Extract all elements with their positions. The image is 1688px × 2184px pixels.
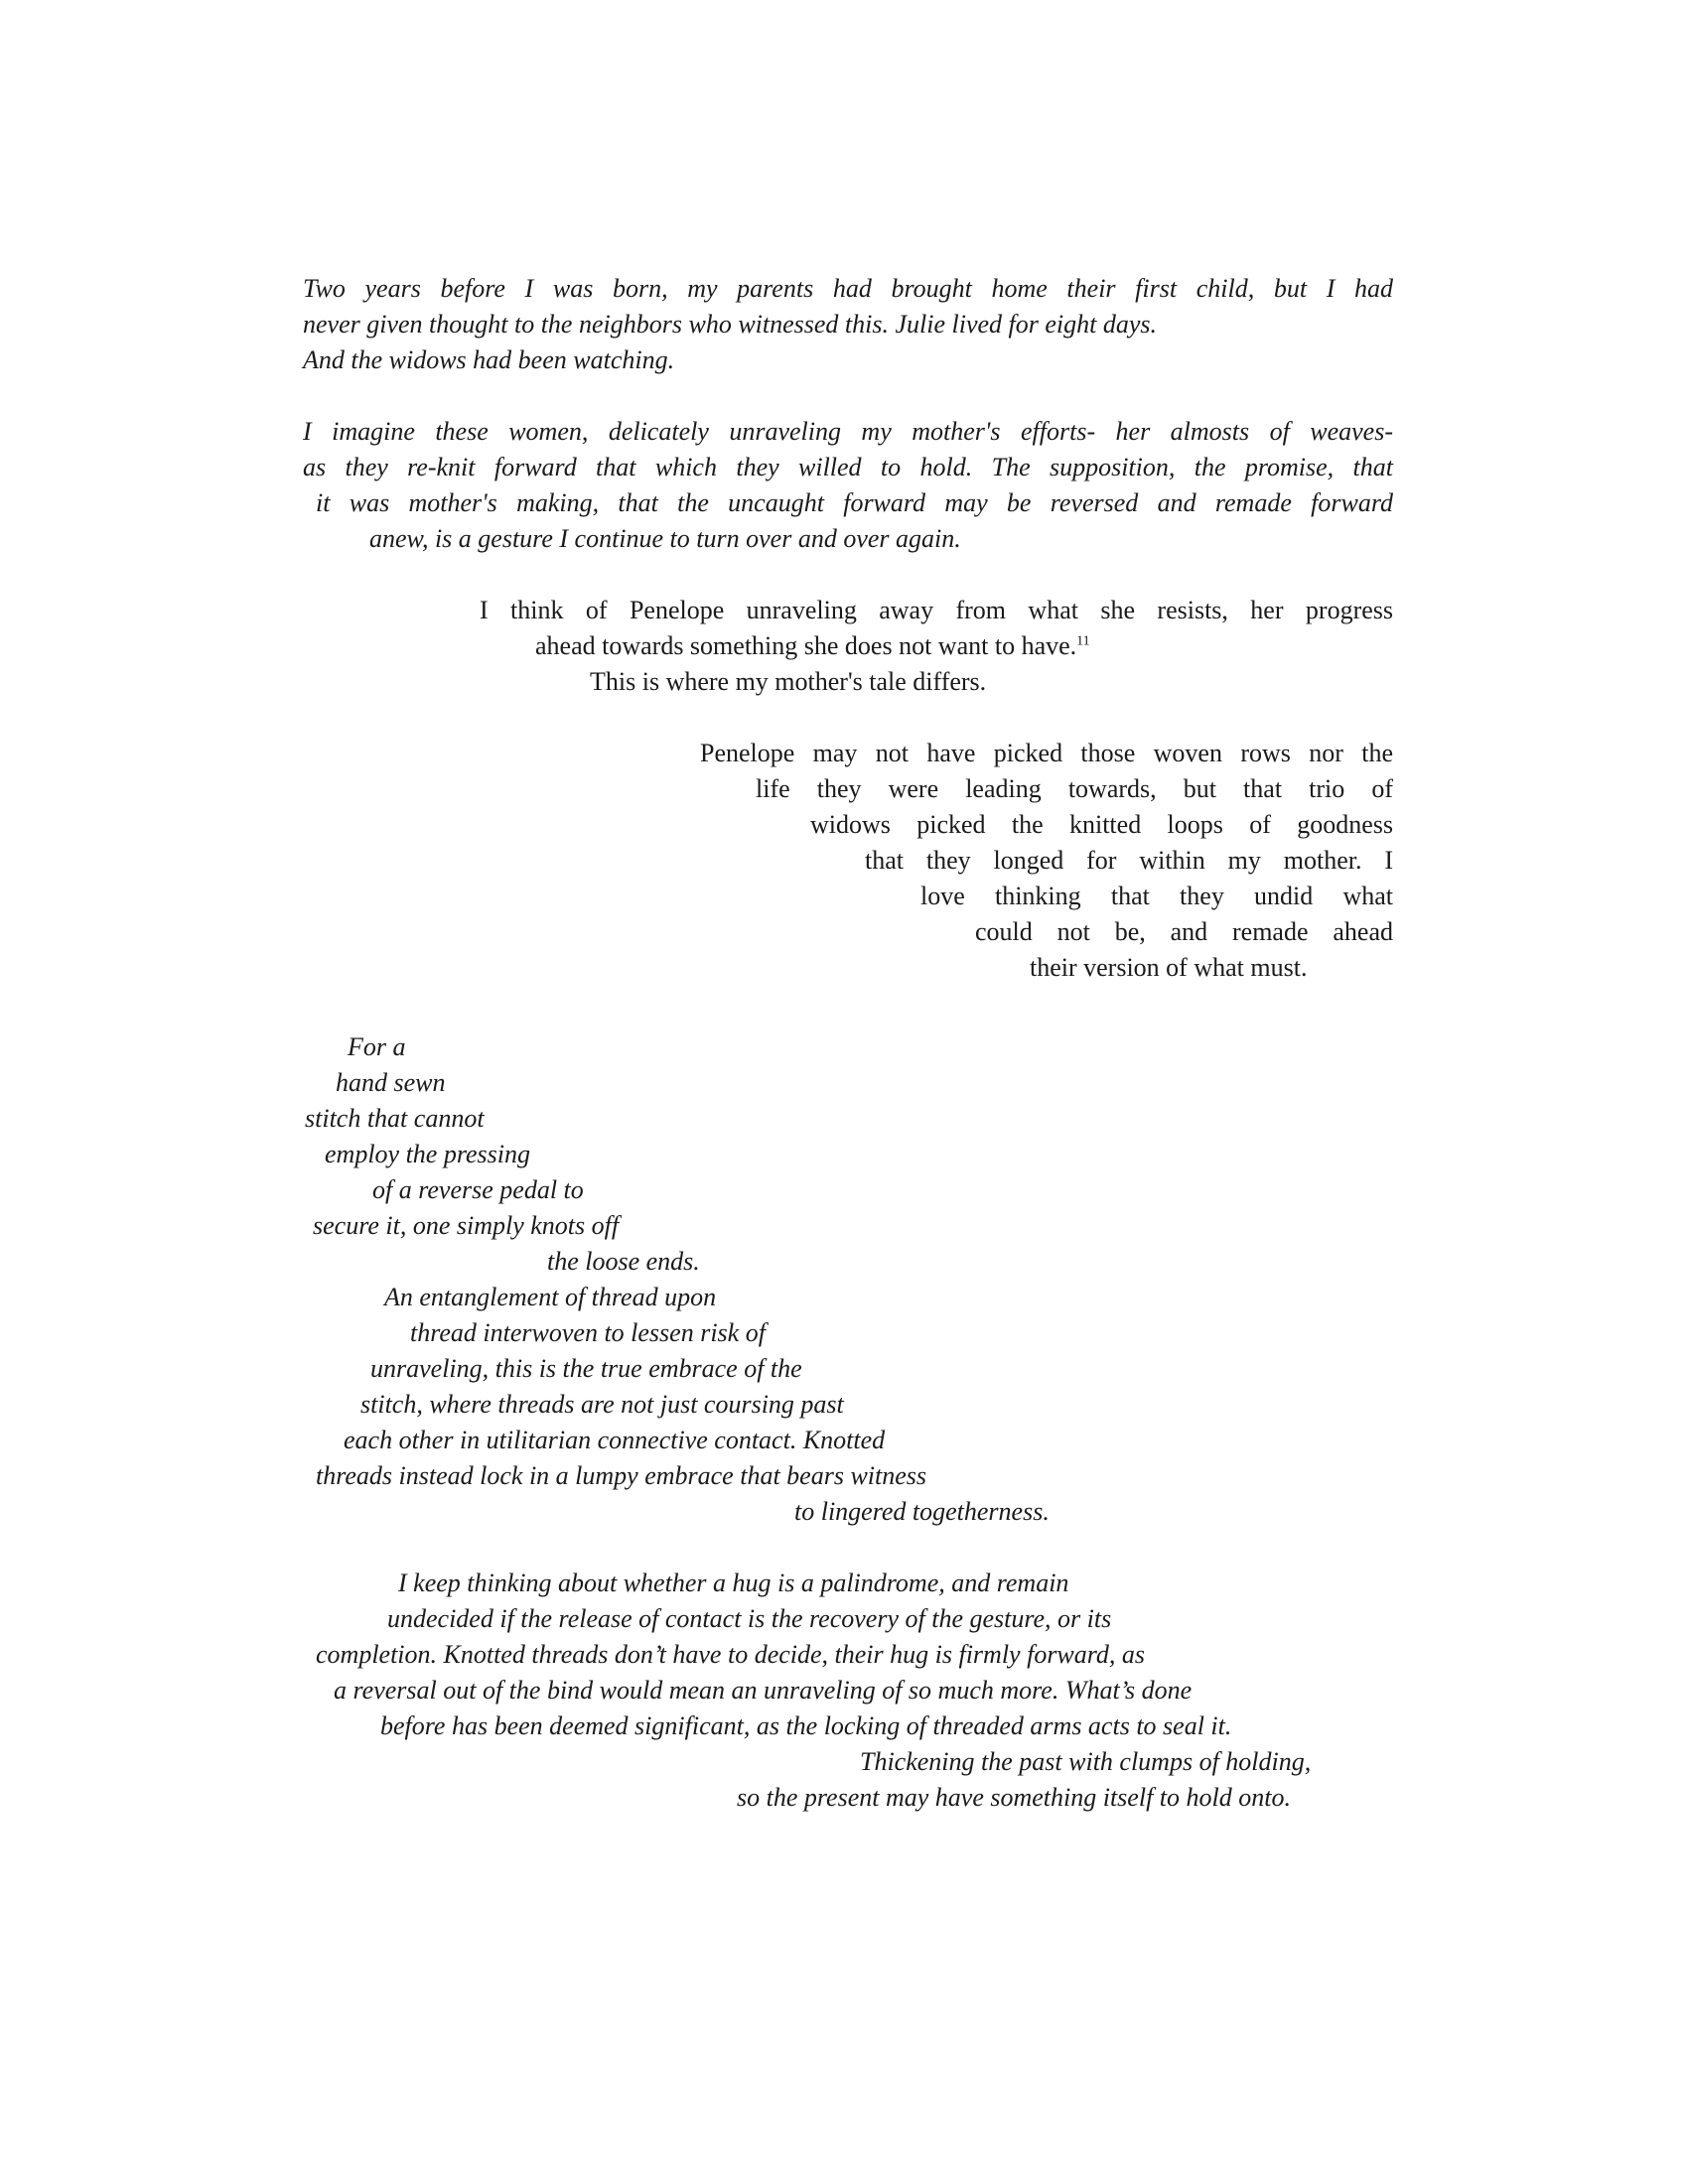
paragraph-6-line-6: Thickening the past with clumps of holding, [860, 1747, 1312, 1776]
paragraph-2-line-3: it was mother's making, that the uncaught forward may be reversed and remade forward [316, 488, 1393, 517]
paragraph-3-line-3: This is where my mother's tale differs. [590, 667, 987, 696]
paragraph-6-line-7: so the present may have something itself to hold onto. [737, 1783, 1291, 1812]
paragraph-3-line-1: I think of Penelope unraveling away from what she resists, her progress [480, 596, 1393, 624]
paragraph-5-line-2: hand sewn [336, 1068, 446, 1097]
paragraph-2-line-4: anew, is a gesture I continue to turn over and over again. [369, 524, 961, 553]
paragraph-6-line-1: I keep thinking about whether a hug is a palindrome, and remain [398, 1569, 1069, 1597]
paragraph-5-line-10: unraveling, this is the true embrace of the [370, 1354, 802, 1383]
paragraph-5-line-8: An entanglement of thread upon [384, 1283, 717, 1311]
paragraph-5-line-1: For a [348, 1032, 406, 1061]
paragraph-6-line-3: completion. Knotted threads don’t have to decide, their hug is firmly forward, as [316, 1640, 1146, 1669]
footnote-reference: 11 [1076, 633, 1090, 649]
paragraph-3-line-2 [535, 628, 1090, 664]
paragraph-5-line-14: to lingered togetherness. [794, 1497, 1050, 1526]
paragraph-4-line-6: could not be, and remade ahead [975, 917, 1393, 946]
paragraph-4-line-3: widows picked the knitted loops of goodness [810, 810, 1393, 839]
paragraph-1-line-3: And the widows had been watching. [303, 345, 675, 374]
paragraph-2-line-2: as they re-knit forward that which they willed to hold. The supposition, the promise, that [303, 453, 1393, 481]
paragraph-4-line-2: life they were leading towards, but that trio of [756, 774, 1393, 803]
paragraph-5-line-7: the loose ends. [547, 1247, 700, 1276]
paragraph-2-line-1: I imagine these women, delicately unraveling my mother's efforts- her almosts of weaves- [303, 417, 1393, 446]
paragraph-6-line-2: undecided if the release of contact is the recovery of the gesture, or its [387, 1604, 1112, 1633]
paragraph-4-line-5: love thinking that they undid what [920, 882, 1393, 910]
paragraph-4-line-1: Penelope may not have picked those woven rows nor the [700, 739, 1393, 767]
paragraph-5-line-9: thread interwoven to lessen risk of [410, 1318, 766, 1347]
paragraph-5-line-13: threads instead lock in a lumpy embrace that bears witness [316, 1461, 927, 1490]
paragraph-5-line-11: stitch, where threads are not just coursing past [360, 1390, 844, 1419]
paragraph-6-line-5: before has been deemed significant, as the locking of threaded arms acts to seal it. [380, 1711, 1232, 1740]
paragraph-5-line-3: stitch that cannot [305, 1104, 485, 1133]
paragraph-6-line-4: a reversal out of the bind would mean an unraveling of so much more. What’s done [334, 1676, 1193, 1705]
paragraph-5-line-4: employ the pressing [325, 1140, 530, 1168]
paragraph-3-line-2-text: ahead towards something she does not want to have. [535, 631, 1077, 660]
paragraph-1-line-1: Two years before I was born, my parents had brought home their first child, but I had [303, 274, 1393, 303]
paragraph-1-line-2: never given thought to the neighbors who witnessed this. Julie lived for eight days. [303, 310, 1158, 339]
paragraph-4-line-4: that they longed for within my mother. I [865, 846, 1393, 875]
paragraph-5-line-12: each other in utilitarian connective contact. Knotted [344, 1426, 886, 1454]
paragraph-5-line-5: of a reverse pedal to [372, 1175, 584, 1204]
paragraph-5-line-6: secure it, one simply knots off [313, 1211, 620, 1240]
paragraph-4-line-7: their version of what must. [1030, 953, 1308, 982]
